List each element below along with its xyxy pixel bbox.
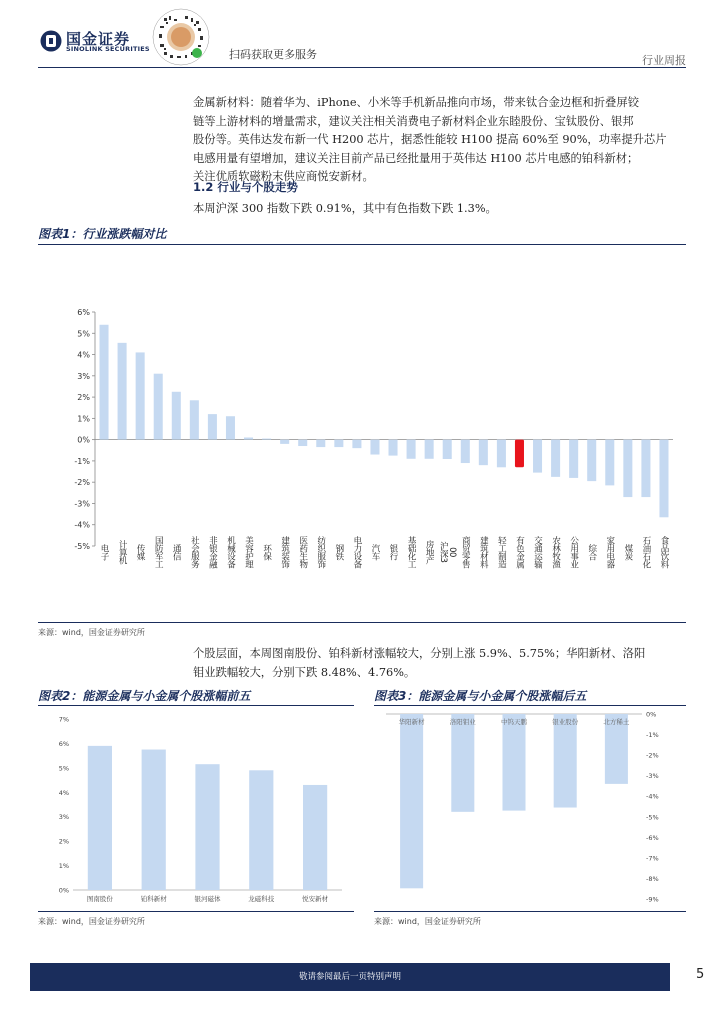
category-label: 汽车: [369, 544, 380, 560]
bar: [515, 440, 524, 468]
bar: [298, 440, 307, 446]
category-label: 沪深3: [438, 541, 449, 563]
section-title: 1.2 行业与个股走势: [193, 180, 298, 194]
y-tick-label: 0%: [77, 435, 90, 445]
figure3-source: 来源：wind，国金证券研究所: [374, 917, 481, 926]
y-tick-label: -8%: [646, 874, 659, 883]
logo-name-en: SINOLINK SECURITIES: [66, 45, 150, 53]
y-tick-label: -5%: [74, 542, 90, 551]
category-label: 北方稀土: [603, 718, 630, 726]
intro-line: 股份等。英伟达发布新一代 H200 芯片，据悉性能较 H100 提高 60%至 90%，功率提升芯片: [193, 133, 667, 146]
bar: [190, 400, 199, 439]
y-tick-label: -2%: [74, 478, 90, 488]
category-label: 计算机: [117, 540, 128, 564]
bar: [623, 440, 632, 497]
category-label: 环保: [261, 544, 272, 560]
category-label: 美容护理: [243, 536, 254, 568]
category-label: 悦安新材: [302, 895, 329, 903]
y-tick-label: 4%: [77, 350, 90, 360]
y-tick-label: 3%: [77, 371, 90, 381]
category-label: 公用事业: [568, 536, 579, 568]
y-tick-label: -4%: [74, 520, 90, 530]
y-tick-label: 6%: [77, 308, 90, 317]
category-label: 机械设备: [225, 536, 236, 568]
qr-caption: 扫码获取更多服务: [229, 48, 317, 61]
category-label: 农林牧渔: [550, 536, 561, 568]
y-tick-label: 1%: [58, 862, 69, 871]
bar: [569, 440, 578, 478]
header-divider: [38, 67, 686, 68]
category-label: 电力设备: [351, 536, 362, 568]
intro-line: 链等上游材料的增量需求，建议关注相关消费电子新材料企业东睦股份、宝钛股份、银邦: [193, 114, 634, 128]
category-label: 00: [447, 547, 458, 557]
y-tick-label: 6%: [58, 739, 69, 748]
category-label: 传媒: [135, 544, 146, 560]
bar: [370, 440, 379, 455]
bar: [479, 440, 488, 466]
bar: [641, 440, 650, 497]
category-label: 有色金属: [514, 536, 525, 568]
category-label: 社会服务: [189, 536, 200, 568]
bottom5-losers-chart: [374, 706, 686, 910]
bar: [172, 392, 181, 440]
category-label: 铂科新材: [140, 895, 167, 903]
report-type: 行业周报: [642, 54, 686, 67]
category-label: 医药生物: [297, 536, 308, 568]
bar: [443, 440, 452, 459]
category-label: 银河磁体: [194, 895, 221, 903]
category-label: 通信: [171, 544, 182, 560]
category-label: 国防军工: [153, 536, 164, 568]
y-tick-label: 2%: [77, 393, 90, 403]
category-label: 建筑装饰: [279, 536, 290, 568]
y-tick-label: 0%: [646, 710, 657, 719]
category-label: 煤炭: [622, 544, 633, 560]
bar: [425, 440, 434, 459]
y-tick-label: 2%: [58, 837, 69, 846]
y-tick-label: -5%: [646, 813, 659, 822]
category-label: 交通运输: [532, 536, 543, 568]
bar: [226, 416, 235, 439]
bar: [136, 352, 145, 439]
category-label: 家用电器: [604, 536, 615, 568]
bar: [587, 440, 596, 481]
figure1-source: 来源：wind，国金证券研究所: [38, 628, 145, 637]
intro-line: 金属新材料：随着华为、iPhone、小米等手机新品推向市场，带来钛合金边框和折叠屏铰: [193, 96, 639, 109]
category-label: 纺织服饰: [315, 536, 326, 568]
footer-disclaimer[interactable]: 敬请参阅最后一页特别声明: [298, 972, 401, 982]
bar: [451, 714, 474, 812]
stock-paragraph: [193, 645, 686, 682]
bar: [659, 440, 668, 518]
bar: [334, 440, 343, 447]
bar: [100, 325, 109, 440]
y-tick-label: 3%: [58, 813, 69, 822]
y-tick-label: -4%: [646, 792, 659, 801]
category-label: 洛阳钼业: [449, 718, 476, 726]
top5-gainers-chart: [38, 706, 354, 910]
bar: [88, 746, 112, 890]
bar: [554, 714, 577, 808]
bar: [118, 343, 127, 440]
bar: [461, 440, 470, 463]
y-tick-label: 0%: [58, 886, 69, 895]
bar: [262, 439, 271, 440]
figure2-title: 图表2：能源金属与小金属个股涨幅前五: [38, 689, 251, 703]
category-label: 商贸零售: [460, 536, 471, 568]
category-label: 食品饮料: [658, 536, 669, 568]
category-label: 龙磁科技: [248, 895, 275, 903]
figure2-bottom-rule: [38, 911, 354, 912]
bar: [533, 440, 542, 473]
category-label: 钢铁: [333, 544, 344, 560]
stock-line: 个股层面，本周图南股份、铂科新材涨幅较大，分别上涨 5.9%、5.75%；华阳新材、洛阳: [193, 647, 646, 660]
y-tick-label: 4%: [58, 788, 69, 797]
y-tick-label: -7%: [646, 854, 659, 863]
y-tick-label: 5%: [77, 329, 90, 339]
category-label: 图南股份: [86, 895, 113, 903]
category-label: 轻工制造: [496, 536, 507, 568]
figure3-bottom-rule: [374, 911, 686, 912]
intro-paragraph: [193, 94, 686, 187]
bar: [208, 414, 217, 440]
bar: [407, 440, 416, 459]
category-label: 银行: [388, 544, 399, 560]
sinolink-logo-icon: [40, 30, 62, 52]
bar: [142, 750, 166, 890]
bar: [551, 440, 560, 477]
y-tick-label: 7%: [58, 715, 69, 724]
y-tick-label: -1%: [646, 731, 659, 740]
category-label: 综合: [586, 544, 597, 560]
qr-code-icon[interactable]: [152, 8, 210, 66]
y-tick-label: -1%: [74, 456, 90, 466]
figure1-title: 图表1：行业涨跌幅对比: [38, 227, 167, 241]
figure1-bottom-rule: [38, 622, 686, 623]
category-label: 华阳新材: [398, 718, 425, 726]
y-tick-label: -9%: [646, 895, 659, 904]
bar: [352, 440, 361, 449]
industry-change-chart: [38, 245, 686, 621]
y-tick-label: -3%: [646, 772, 659, 781]
bar: [316, 440, 325, 447]
y-tick-label: 5%: [58, 764, 69, 773]
bar: [154, 374, 163, 440]
bar: [244, 438, 253, 440]
figure3-title: 图表3：能源金属与小金属个股涨幅后五: [374, 689, 587, 703]
y-tick-label: 1%: [77, 414, 90, 424]
bar: [400, 714, 423, 888]
category-label: 基础化工: [406, 536, 417, 568]
page-number: 5: [696, 967, 705, 982]
intro-line: 电感用量有望增加，建议关注目前产品已经批量用于英伟达 H100 芯片电感的铂科新材；: [193, 151, 639, 165]
bar: [389, 440, 398, 456]
bar: [502, 714, 525, 811]
bar: [605, 440, 614, 486]
category-label: 房地产: [424, 540, 435, 564]
category-label: 建筑材料: [478, 536, 489, 568]
intro-line: 关注优质软磁粉末供应商悦安新材。: [193, 170, 374, 183]
logo-name-cn: 国金证券: [66, 30, 131, 48]
stock-line: 钼业跌幅较大，分别下跌 8.48%、4.76%。: [193, 665, 416, 679]
category-label: 银业股份: [552, 718, 579, 726]
section-summary: 本周沪深 300 指数下跌 0.91%，其中有色指数下跌 1.3%。: [193, 202, 497, 215]
bar: [249, 770, 273, 890]
y-tick-label: -3%: [74, 499, 90, 509]
category-label: 电子: [99, 544, 110, 560]
figure2-source: 来源：wind，国金证券研究所: [38, 917, 145, 926]
category-label: 石油石化: [640, 536, 651, 568]
bar: [280, 440, 289, 444]
y-tick-label: -2%: [646, 751, 659, 760]
bar: [303, 785, 327, 890]
category-label: 中钨天鹏: [501, 718, 527, 726]
y-tick-label: -6%: [646, 833, 659, 842]
bar: [195, 764, 219, 890]
category-label: 非银金融: [207, 536, 218, 568]
bar: [497, 440, 506, 468]
